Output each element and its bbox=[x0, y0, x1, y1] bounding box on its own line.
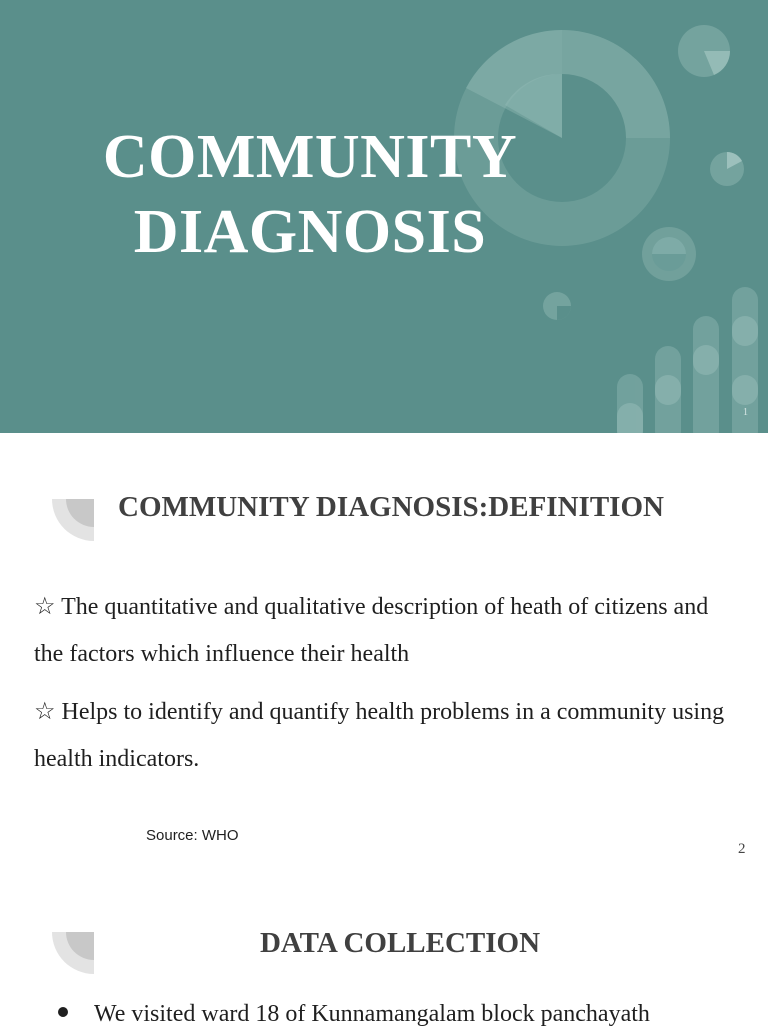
data-collection-slide bbox=[0, 873, 768, 1027]
slide-heading: DATA COLLECTION bbox=[259, 927, 541, 959]
definition-slide bbox=[0, 433, 768, 873]
slide-title-line-2: DIAGNOSIS bbox=[133, 198, 487, 266]
quarter-circle-decoration bbox=[52, 499, 96, 543]
star-icon: ☆ bbox=[34, 699, 56, 725]
star-icon: ☆ bbox=[34, 594, 56, 620]
bullet-icon bbox=[58, 1007, 68, 1017]
source-citation: Source: WHO bbox=[146, 827, 239, 844]
slide-heading: COMMUNITY DIAGNOSIS:DEFINITION bbox=[118, 491, 664, 523]
definition-point-2 bbox=[34, 689, 734, 783]
title-slide bbox=[0, 0, 768, 433]
definition-point-1-text: The quantitative and qualitative description of heath of citizens and the factors which influence their health bbox=[34, 594, 709, 667]
slide-number: 2 bbox=[738, 841, 746, 857]
definition-point-2-text: Helps to identify and quantify health problems in a community using health indicators. bbox=[34, 699, 725, 772]
bullet-text: We visited ward 18 of Kunnamangalam block panchayath bbox=[94, 1001, 650, 1027]
slide-title-line-1: COMMUNITY bbox=[102, 123, 518, 191]
definition-point-1 bbox=[34, 584, 734, 678]
slide-number: 1 bbox=[743, 407, 748, 418]
